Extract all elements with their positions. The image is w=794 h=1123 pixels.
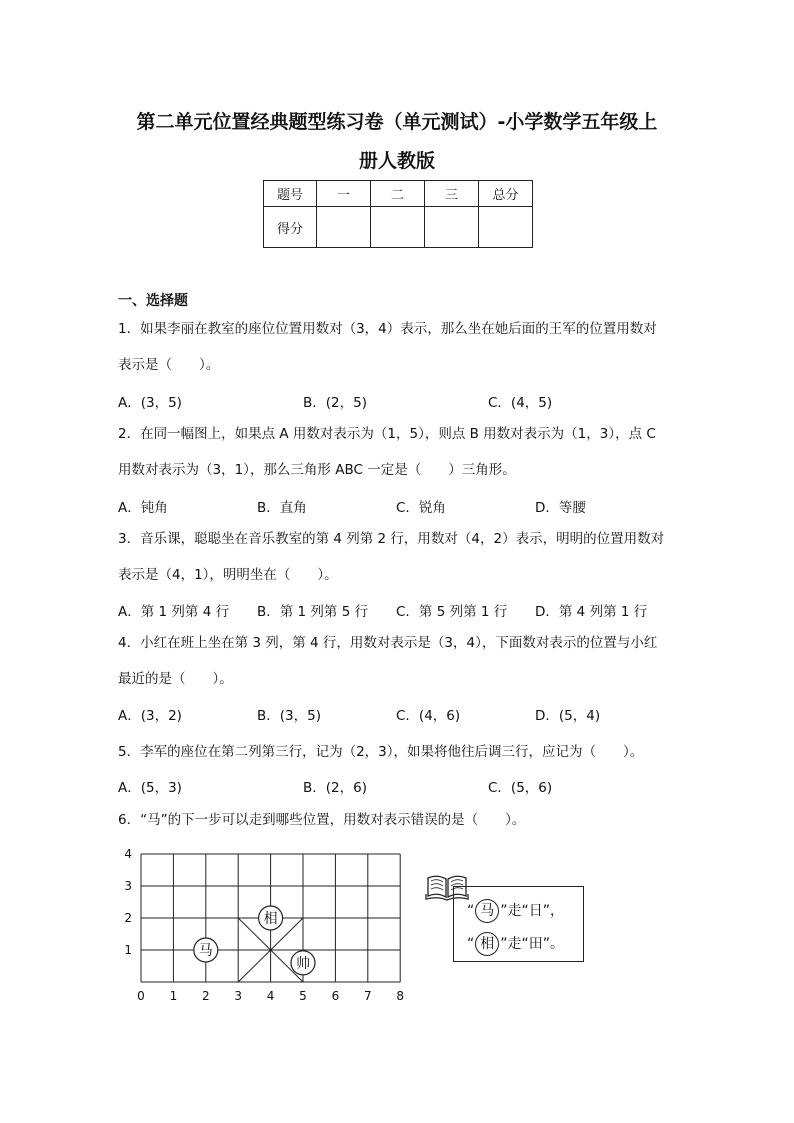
option-4c[interactable]: C．(4，6) [396,708,461,724]
score-header: 题号 [264,181,317,207]
question-3-line-1: 3．音乐课，聪聪坐在音乐教室的第 4 列第 2 行，用数对（4，2）表示，明明的位置用数对 [118,531,665,547]
option-3a[interactable]: A．第 1 列第 4 行 [118,604,230,620]
option-1a[interactable]: A．(3，5) [118,395,182,411]
title-line-2: 册人教版 [358,150,435,172]
chess-grid-figure [118,840,418,1005]
rules-line-elephant [467,932,564,956]
x-tick-label: 7 [363,989,372,1003]
y-tick-label: 2 [124,911,132,925]
score-row-label: 得分 [264,207,317,248]
question-2-line-2: 用数对表示为（3，1），那么三角形 ABC 一定是（ ）三角形。 [118,462,516,478]
question-4-line-2: 最近的是（ ）。 [118,671,233,687]
horse-piece: 马 [475,899,499,923]
option-2a[interactable]: A．钝角 [118,500,168,516]
score-header: 总分 [479,181,533,207]
x-tick-label: 5 [299,989,307,1003]
quote-open: “ [467,903,475,919]
score-header: 一 [317,181,371,207]
option-5a[interactable]: A．(5，3) [118,780,182,796]
x-tick-label: 8 [396,989,405,1003]
title-line-1: 第二单元位置经典题型练习卷（单元测试）-小学数学五年级上 [136,111,658,133]
option-3d[interactable]: D．第 4 列第 1 行 [535,604,648,620]
y-tick-label: 4 [124,847,132,861]
chess-piece-label: 马 [198,943,213,959]
x-tick-label: 6 [331,989,340,1003]
x-tick-label: 2 [201,989,210,1003]
elephant-piece: 相 [475,932,499,956]
score-cell[interactable] [317,207,371,248]
y-tick-label: 1 [124,943,132,957]
option-2b[interactable]: B．直角 [257,500,307,516]
question-1-line-1: 1．如果李丽在教室的座位位置用数对（3，4）表示，那么坐在她后面的王军的位置用数对 [118,321,657,337]
option-1b[interactable]: B．(2，5) [303,395,367,411]
chess-piece-label: 相 [263,911,278,927]
option-5c[interactable]: C．(5，6) [488,780,553,796]
option-3b[interactable]: B．第 1 列第 5 行 [257,604,369,620]
question-1-line-2: 表示是（ ）。 [118,357,220,373]
question-3-line-2: 表示是（4，1），明明坐在（ ）。 [118,567,338,583]
x-tick-label: 1 [169,989,178,1003]
score-cell[interactable] [479,207,533,248]
rules-line-horse [467,899,564,923]
score-cell[interactable] [371,207,425,248]
rules-elephant-text: ”走“田”。 [500,936,565,952]
x-tick-label: 4 [266,989,275,1003]
option-4d[interactable]: D．(5，4) [535,708,601,724]
option-3c[interactable]: C．第 5 列第 1 行 [396,604,508,620]
score-table [263,180,533,248]
y-tick-label: 3 [124,879,132,893]
rules-horse-text: ”走“日”， [500,903,565,919]
section-heading: 一、选择题 [118,293,188,309]
x-tick-label: 3 [234,989,243,1003]
option-2d[interactable]: D．等腰 [535,500,586,516]
option-4b[interactable]: B．(3，5) [257,708,321,724]
chess-piece-label: 帅 [296,955,310,972]
question-4-line-1: 4．小红在班上坐在第 3 列，第 4 行，用数对表示是（3，4），下面数对表示的位置与小红 [118,635,658,651]
option-4a[interactable]: A．(3，2) [118,708,182,724]
question-5-line-1: 5．李军的座位在第二列第三行，记为（2，3），如果将他往后调三行，应记为（ ）。 [118,744,644,760]
score-cell[interactable] [425,207,479,248]
score-header: 二 [371,181,425,207]
quote-open: “ [467,936,475,952]
x-tick-label: 0 [137,989,145,1003]
question-6-line-1: 6．“马”的下一步可以走到哪些位置，用数对表示错误的是（ ）。 [118,812,526,828]
option-1c[interactable]: C．(4，5) [488,395,553,411]
score-header: 三 [425,181,479,207]
question-2-line-1: 2．在同一幅图上，如果点 A 用数对表示为（1，5），则点 B 用数对表示为（1，3），点 C [118,426,656,442]
option-2c[interactable]: C．锐角 [396,500,446,516]
option-5b[interactable]: B．(2，6) [303,780,367,796]
